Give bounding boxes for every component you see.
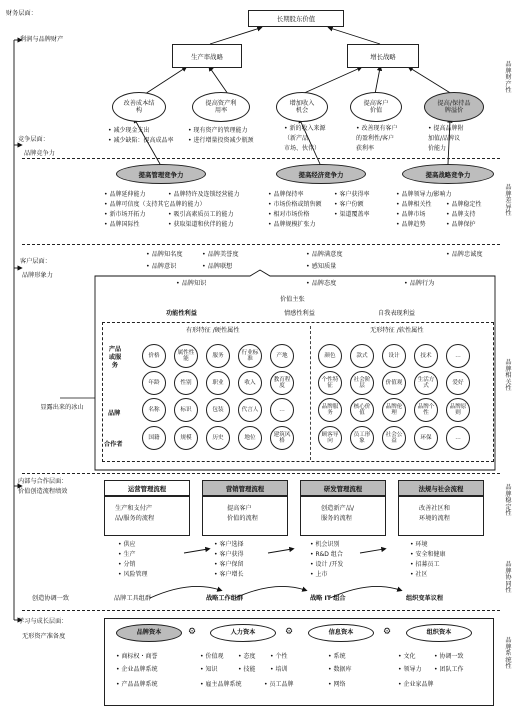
bullet: 获利率 [356,145,375,152]
oval-brand-premium: 提高/保持品牌溢价 [424,92,484,122]
right-label-difference: 品牌差异性 [505,184,512,217]
internal-layer-desc: 价值创造流程绩效 [18,488,68,495]
value-proposition-title: 价值主张 [280,296,305,303]
bullet: • 社区 [410,571,428,578]
intangible-attribute-circle: 社会阶层 [350,371,374,395]
tangible-attribute-circle: 规模 [174,426,198,450]
bullet: • 品牌相关性 [396,201,432,208]
process-list-rnd [310,540,343,580]
capital-human-list3 [270,652,287,678]
oval-increase-revenue: 增加收入机会 [276,92,328,122]
bullet: • 客户份额 [334,201,364,208]
process-list-operations [118,540,147,580]
bullet: • 品牌支持 [446,211,476,218]
bullet: • R&D 组合 [310,551,343,558]
bullet: • 网络 [328,681,346,688]
tangible-attribute-circle: 行业标准 [238,344,262,368]
desc-line: 品/服务的流程 [115,515,155,522]
bullet: • 现有资产的管理能力 [188,127,248,134]
bullet: • 系统 [328,653,346,660]
comp-strategic-col1 [396,190,451,230]
cust-r1-4: • 品牌忠诚度 [446,251,483,258]
process-header-rnd: 研发管理流程 [300,480,386,496]
bullet: • 商标权・商誉 [116,653,158,660]
intangible-attribute-circle: 品牌伦理 [382,398,406,422]
process-header-operations: 运营管理流程 [104,480,190,496]
bullet: • 环境 [410,541,428,548]
growth-strategy: 增长战略 [347,44,419,68]
bullet: • 上市 [310,571,328,578]
oval-improve-customer-value: 提高客户价值 [350,92,402,122]
intangible-attribute-circle: … [446,426,470,450]
capital-info-list [328,652,351,692]
bullet: • 渠道覆盖率 [334,211,370,218]
learning-layer-desc: 无形资产准备度 [22,633,66,640]
bullet: • 进行增量投资减少瓶颈 [188,137,254,144]
tangible-attribute-circle: 标识 [174,398,198,422]
bullet: • 产品品牌系统 [116,681,158,688]
divider-finance [22,158,500,159]
cust-r2-3: • 感知质量 [306,263,337,270]
bullet: • 文化 [398,653,416,660]
bullet: • 品牌保护 [446,221,476,228]
bullet: • 提高品牌附 [428,125,464,132]
bullet: • 市场价格或销售额 [268,201,322,208]
capital-brand: 品牌资本 [116,624,182,642]
intangible-attribute-circle: 价值观 [382,371,406,395]
intangible-label: 无形特征 /软性属性 [370,327,424,334]
process-desc-operations [104,496,190,536]
intangible-attribute-circle: 生活方式 [414,371,438,395]
finance-layer-label: 财务层面： [6,10,37,17]
bullet: • 新市场开拓力 [104,211,146,218]
right-label-system: 品牌系统性 [505,637,512,670]
tangible-attribute-circle: 历史 [206,426,230,450]
tangible-attribute-circle: 产地 [270,344,294,368]
emotional-benefit: 情感性利益 [284,310,315,317]
bullet: • 客户选择 [214,541,244,548]
process-desc-marketing [202,496,288,536]
capital-human: 人力资本 [210,624,276,642]
bullet: 市场、伙伴） [284,145,321,152]
bullet: • 分销 [118,561,136,568]
intangible-attribute-circle: 颜色 [318,344,342,368]
cust-r1-3: • 品牌满意度 [306,251,343,258]
right-label-relevance: 品牌相关性 [505,359,512,392]
right-label-asset: 品牌财产性 [505,61,512,94]
tangible-attribute-circle: 名称 [142,398,166,422]
bullet: • 客户获得 [214,551,244,558]
cust-r2-1: • 品牌意识 [146,263,177,270]
bullet: • 雇主品牌系统 [200,681,242,688]
bullet: • 品牌规模扩张力 [268,221,316,228]
gear-icon: ⚙ [285,627,294,637]
bullet: • 客户获得率 [334,191,370,198]
sync-strategy-team: 战略工作组群 [206,595,244,602]
bullet: （新产品、 [284,135,315,142]
cust-r2-2: • 品牌联想 [202,263,233,270]
cust-r3-3: • 品牌行为 [404,280,435,287]
intangible-attribute-circle: 款式 [350,344,374,368]
bullet: • 品牌领导力/影响力 [396,191,452,198]
oval-improve-cost-structure: 改善成本结构 [112,92,166,122]
tangible-attribute-circle: 包装 [206,398,230,422]
intangible-attribute-circle: 品牌服务 [318,398,342,422]
competition-layer-label: 竞争层面： [18,136,49,143]
functional-benefit: 功能性利益 [166,310,197,317]
tangible-attribute-circle: 价格 [142,344,166,368]
process-desc-regulatory [398,496,484,536]
bullet: 加值/品牌议 [428,135,461,142]
bullets-revenue [284,124,325,154]
intangible-attribute-circle: … [446,344,470,368]
desc-line: 改善社区和 [419,505,450,512]
tangible-attribute-circle: 服务 [206,344,230,368]
tangible-attribute-circle: 国籍 [142,426,166,450]
bullet: • 协调一致 [434,653,464,660]
bullet: • 品牌国际性 [104,221,140,228]
process-desc-rnd [300,496,386,536]
bullet: • 企业家品牌 [398,681,434,688]
intangible-attribute-circle: 爱好 [446,371,470,395]
tangible-attribute-circle: 属性性能 [174,344,198,368]
bullet: • 招募员工 [410,561,440,568]
capital-org-list1 [398,652,433,692]
pill-strategic-competitiveness: 提高战略竞争力 [402,164,494,184]
competition-layer-desc: 品牌竞争力 [24,150,55,157]
desc-line: 服务的流程 [321,515,352,522]
pill-management-competitiveness: 提高管理竞争力 [116,164,206,184]
desc-line: 环境的流程 [419,515,450,522]
bullet: • 态度 [238,653,256,660]
tangible-attribute-circle: 年龄 [142,371,166,395]
goal-long-term-shareholder-value: 长期股东价值 [248,10,344,27]
bullet: • 价值观 [200,653,224,660]
bullets-customer-value [356,124,397,154]
intangible-attribute-circle: 环保 [414,426,438,450]
intangible-attribute-circle: 员工形象 [350,426,374,450]
intangible-attribute-circle: 顾客导向 [318,426,342,450]
comp-economic-col2 [334,190,369,220]
pill-economic-competitiveness: 提高经济竞争力 [276,164,366,184]
expressive-benefit: 自我表现利益 [378,310,416,317]
bullet: • 培训 [270,666,288,673]
bullets-premium [428,124,463,154]
bullet: • 品牌保持率 [268,191,304,198]
bullet: • 减少缺陷：提高成品率 [108,137,174,144]
comp-economic-col1 [268,190,321,230]
bullet: • 获取渠道和伙伴的能力 [168,221,234,228]
intangible-attribute-circle: 品牌原则 [446,398,470,422]
gear-icon: ⚙ [383,627,392,637]
bullet: • 团队工作 [434,666,464,673]
tangible-attribute-circle: 代言人 [238,398,262,422]
right-label-stability: 品牌稳定性 [505,484,512,517]
row-label-product: 产品或服务 [108,346,122,369]
finance-layer-desc: 利润与品牌财产 [20,36,64,43]
tangible-attribute-circle: 职业 [206,371,230,395]
bullet: • 客户增长 [214,571,244,578]
tangible-attribute-circle: 地位 [238,426,262,450]
productivity-strategy: 生产率战略 [172,44,242,68]
capital-organization: 组织资本 [406,624,472,642]
capital-human-list1 [200,652,241,692]
process-header-marketing: 营销管理流程 [202,480,288,496]
intangible-attribute-circle: 个性特征 [318,371,342,395]
bullet: • 新的收入来源 [284,125,326,132]
bullet: • 品牌趋势 [396,221,426,228]
bullet: • 品牌可信度（支持其它品牌的能力） [104,201,206,208]
bullet: • 个性 [270,653,288,660]
desc-line: 创造新产品/ [321,505,355,512]
bullet: • 客户保留 [214,561,244,568]
tangible-attribute-circle: 教育程度 [270,371,294,395]
bullet: • 品牌市场 [396,211,426,218]
intangible-attribute-circle: 技术 [414,344,438,368]
bullet: 价能力 [428,145,447,152]
sync-brand-tools: 品牌工具组群 [114,595,152,602]
attributes-divider [310,326,311,460]
bullet: • 知识 [200,666,218,673]
cust-r1-2: • 品牌美誉度 [202,251,239,258]
intangible-attribute-circle: 社会公益 [382,426,406,450]
bullet: • 风险管理 [118,571,148,578]
process-list-marketing [214,540,243,580]
bullet: • 企业品牌系统 [116,666,158,673]
bullet: • 设计 /开发 [310,561,344,568]
bullet: • 生产 [118,551,136,558]
tangible-attribute-circle: 建筑风格 [270,426,294,450]
capital-brand-list [116,652,157,692]
sync-label: 创造协调一致 [32,595,70,602]
learning-layer-label: 学习与成长层面： [18,618,68,625]
bullet: • 品牌特许及连锁经营能力 [168,191,240,198]
divider-competition [22,244,500,245]
sync-strategy-it: 战略 IT 组合 [310,595,346,602]
bullet: • 品牌延伸能力 [104,191,146,198]
process-header-regulatory: 法规与社会流程 [398,480,484,496]
bullet: • 改善现有客户 [356,125,398,132]
bullet: • 安全和健康 [410,551,446,558]
sync-org-change: 组织变革议程 [406,595,444,602]
gear-icon: ⚙ [188,627,197,637]
divider-process-top [22,473,500,474]
bullet: • 相对市场价格 [268,211,310,218]
desc-line: 生产和支付产 [115,505,153,512]
tangible-attribute-circle: … [270,398,294,422]
comp-management-col2 [168,190,239,230]
row-label-brand: 品牌 [108,410,121,417]
cust-r3-2: • 品牌态度 [306,280,337,287]
bullet: 的盈利性/客户 [356,135,395,142]
bullets-asset [188,126,253,146]
capital-org-list2 [434,652,463,678]
bullet: • 技能 [238,666,256,673]
intangible-attribute-circle: 品牌个性 [414,398,438,422]
tangible-attribute-circle: 性别 [174,371,198,395]
intangible-attribute-circle: 核心价值 [350,398,374,422]
cust-r3-1: • 品牌知识 [176,280,207,287]
tangible-label: 有形特征 /硬性属性 [186,327,240,334]
divider-learning [22,610,500,611]
tangible-attribute-circle: 收入 [238,371,262,395]
desc-line: 提高客户 [227,505,252,512]
bullets-cost [108,126,173,146]
iceberg-label: 显露出来的冰山 [40,404,84,411]
bullet: • 吸引高素质员工的能力 [168,211,234,218]
comp-strategic-col2 [446,200,481,230]
row-label-partner: 合作者 [104,441,123,448]
desc-line: 价值的流程 [227,515,258,522]
bullet: • 减少现金支出 [108,127,150,134]
internal-layer-label: 内部与合作层面： [18,478,68,485]
bullet: • 供应 [118,541,136,548]
oval-improve-asset-utilization: 提高资产利用率 [192,92,250,122]
capital-information: 信息资本 [308,624,374,642]
bullet: • 机会识别 [310,541,340,548]
cust-r1-1: • 品牌知名度 [146,251,183,258]
customer-layer-label: 客户层面： [20,258,51,265]
customer-layer-desc: 品牌形象力 [22,272,53,279]
bullet: • 品牌稳定性 [446,201,482,208]
intangible-attribute-circle: 设计 [382,344,406,368]
bullet: • 员工品牌 [264,681,294,688]
bullet: • 数据库 [328,666,352,673]
process-list-regulatory [410,540,445,580]
bullet: • 领导力 [398,666,422,673]
right-label-synergy: 品牌协同性 [505,561,512,594]
